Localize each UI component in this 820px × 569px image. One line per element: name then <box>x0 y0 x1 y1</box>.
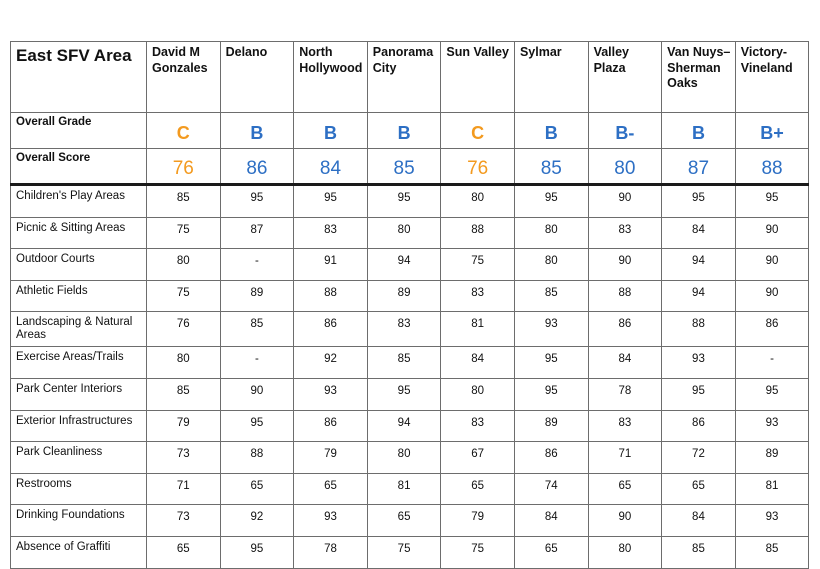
score-cell: 65 <box>367 505 441 537</box>
score-cell: 85 <box>147 378 221 410</box>
table-row <box>11 249 809 281</box>
score-cell: 89 <box>514 410 588 442</box>
score-cell: 88 <box>294 280 368 312</box>
category-label: Landscaping & Natural Areas <box>11 312 147 347</box>
table-row <box>11 442 809 474</box>
park-header: Sun Valley <box>441 42 515 113</box>
score-cell: 95 <box>514 378 588 410</box>
score-cell: 95 <box>735 378 809 410</box>
score-cell: 90 <box>220 378 294 410</box>
score-cell: 80 <box>588 149 662 185</box>
score-cell: 87 <box>662 149 736 185</box>
score-cell: 85 <box>735 536 809 568</box>
score-cell: 84 <box>294 149 368 185</box>
score-cell: 84 <box>662 217 736 249</box>
score-cell: 90 <box>735 217 809 249</box>
score-cell: 89 <box>367 280 441 312</box>
area-title: East SFV Area <box>11 42 147 113</box>
category-label: Exercise Areas/Trails <box>11 347 147 379</box>
score-cell: 86 <box>220 149 294 185</box>
score-cell: 90 <box>588 505 662 537</box>
header-row <box>11 42 809 113</box>
score-cell: - <box>220 249 294 281</box>
score-cell: 84 <box>514 505 588 537</box>
park-header: Van Nuys–Sherman Oaks <box>662 42 736 113</box>
table-row <box>11 378 809 410</box>
score-cell: 86 <box>735 312 809 347</box>
score-cell: 80 <box>441 378 515 410</box>
score-cell: 93 <box>662 347 736 379</box>
table-row <box>11 410 809 442</box>
score-cell: 86 <box>662 410 736 442</box>
score-cell: 95 <box>367 185 441 218</box>
score-cell: 74 <box>514 473 588 505</box>
score-cell: 95 <box>735 185 809 218</box>
park-header: Panorama City <box>367 42 441 113</box>
score-cell: 94 <box>662 249 736 281</box>
score-cell: 83 <box>294 217 368 249</box>
table-row <box>11 347 809 379</box>
score-cell: 90 <box>735 249 809 281</box>
table-row <box>11 536 809 568</box>
table-row <box>11 280 809 312</box>
category-label: Drinking Foundations <box>11 505 147 537</box>
overall-score-row <box>11 149 809 185</box>
park-grades-table <box>10 41 809 569</box>
score-cell: 83 <box>441 280 515 312</box>
table-row <box>11 505 809 537</box>
score-cell: 83 <box>588 410 662 442</box>
score-cell: 84 <box>441 347 515 379</box>
score-cell: 93 <box>514 312 588 347</box>
grade-cell: B <box>294 113 368 149</box>
score-cell: 83 <box>441 410 515 442</box>
grade-cell: B <box>662 113 736 149</box>
score-cell: 95 <box>514 185 588 218</box>
score-cell: 71 <box>588 442 662 474</box>
score-cell: 88 <box>735 149 809 185</box>
score-cell: 78 <box>588 378 662 410</box>
score-cell: 88 <box>588 280 662 312</box>
category-label: Athletic Fields <box>11 280 147 312</box>
score-cell: 73 <box>147 505 221 537</box>
score-cell: 75 <box>441 536 515 568</box>
score-cell: - <box>735 347 809 379</box>
grade-cell: B- <box>588 113 662 149</box>
table-row <box>11 185 809 218</box>
score-cell: 75 <box>441 249 515 281</box>
category-label: Restrooms <box>11 473 147 505</box>
score-cell: 76 <box>147 149 221 185</box>
score-cell: 75 <box>367 536 441 568</box>
score-cell: 86 <box>514 442 588 474</box>
score-cell: 71 <box>147 473 221 505</box>
overall-score-label: Overall Score <box>11 149 147 185</box>
score-cell: 84 <box>588 347 662 379</box>
score-cell: 95 <box>514 347 588 379</box>
score-cell: 65 <box>147 536 221 568</box>
score-cell: 79 <box>441 505 515 537</box>
score-cell: 92 <box>220 505 294 537</box>
score-cell: 85 <box>514 280 588 312</box>
score-cell: 86 <box>294 312 368 347</box>
score-cell: 80 <box>147 249 221 281</box>
score-cell: 88 <box>662 312 736 347</box>
score-cell: 80 <box>367 217 441 249</box>
score-cell: 65 <box>220 473 294 505</box>
score-cell: 86 <box>588 312 662 347</box>
score-cell: 67 <box>441 442 515 474</box>
category-label: Park Cleanliness <box>11 442 147 474</box>
score-cell: 79 <box>147 410 221 442</box>
park-header: Delano <box>220 42 294 113</box>
score-cell: 85 <box>367 149 441 185</box>
score-cell: 80 <box>147 347 221 379</box>
score-cell: 80 <box>588 536 662 568</box>
score-cell: 93 <box>735 505 809 537</box>
grade-cell: B+ <box>735 113 809 149</box>
score-cell: 81 <box>735 473 809 505</box>
score-cell: 91 <box>294 249 368 281</box>
park-header: North Hollywood <box>294 42 368 113</box>
score-cell: 88 <box>220 442 294 474</box>
park-header: Sylmar <box>514 42 588 113</box>
category-label: Park Center Interiors <box>11 378 147 410</box>
score-cell: 73 <box>147 442 221 474</box>
score-cell: 90 <box>588 249 662 281</box>
score-cell: 75 <box>147 217 221 249</box>
score-cell: 85 <box>147 185 221 218</box>
score-cell: 80 <box>367 442 441 474</box>
table-row <box>11 473 809 505</box>
score-cell: - <box>220 347 294 379</box>
score-cell: 94 <box>367 249 441 281</box>
score-cell: 95 <box>662 185 736 218</box>
score-cell: 85 <box>662 536 736 568</box>
score-cell: 85 <box>367 347 441 379</box>
score-cell: 90 <box>735 280 809 312</box>
score-cell: 93 <box>294 378 368 410</box>
category-label: Outdoor Courts <box>11 249 147 281</box>
overall-grade-label: Overall Grade <box>11 113 147 149</box>
score-cell: 89 <box>220 280 294 312</box>
category-label: Absence of Graffiti <box>11 536 147 568</box>
category-label: Picnic & Sitting Areas <box>11 217 147 249</box>
score-cell: 84 <box>662 505 736 537</box>
score-cell: 65 <box>441 473 515 505</box>
score-cell: 81 <box>441 312 515 347</box>
score-cell: 65 <box>588 473 662 505</box>
score-cell: 87 <box>220 217 294 249</box>
score-cell: 80 <box>514 249 588 281</box>
score-cell: 95 <box>294 185 368 218</box>
score-cell: 65 <box>294 473 368 505</box>
score-cell: 90 <box>588 185 662 218</box>
score-cell: 78 <box>294 536 368 568</box>
grade-cell: C <box>147 113 221 149</box>
grade-cell: B <box>220 113 294 149</box>
score-cell: 76 <box>441 149 515 185</box>
grade-cell: C <box>441 113 515 149</box>
score-cell: 89 <box>735 442 809 474</box>
score-cell: 95 <box>220 185 294 218</box>
table-row <box>11 312 809 347</box>
score-cell: 72 <box>662 442 736 474</box>
score-cell: 65 <box>514 536 588 568</box>
score-cell: 85 <box>220 312 294 347</box>
score-cell: 65 <box>662 473 736 505</box>
score-cell: 76 <box>147 312 221 347</box>
score-cell: 86 <box>294 410 368 442</box>
park-header: Victory-Vineland <box>735 42 809 113</box>
category-label: Children's Play Areas <box>11 185 147 218</box>
score-cell: 95 <box>367 378 441 410</box>
overall-grade-row <box>11 113 809 149</box>
score-cell: 93 <box>294 505 368 537</box>
score-cell: 94 <box>662 280 736 312</box>
score-cell: 79 <box>294 442 368 474</box>
park-header: Valley Plaza <box>588 42 662 113</box>
category-label: Exterior Infrastructures <box>11 410 147 442</box>
score-cell: 94 <box>367 410 441 442</box>
score-cell: 95 <box>662 378 736 410</box>
park-header: David M Gonzales <box>147 42 221 113</box>
score-cell: 95 <box>220 536 294 568</box>
score-cell: 92 <box>294 347 368 379</box>
score-cell: 83 <box>367 312 441 347</box>
score-cell: 93 <box>735 410 809 442</box>
grade-cell: B <box>514 113 588 149</box>
score-cell: 85 <box>514 149 588 185</box>
score-cell: 75 <box>147 280 221 312</box>
score-cell: 81 <box>367 473 441 505</box>
score-cell: 83 <box>588 217 662 249</box>
score-cell: 80 <box>514 217 588 249</box>
score-cell: 88 <box>441 217 515 249</box>
score-cell: 95 <box>220 410 294 442</box>
grade-cell: B <box>367 113 441 149</box>
table-row <box>11 217 809 249</box>
score-cell: 80 <box>441 185 515 218</box>
